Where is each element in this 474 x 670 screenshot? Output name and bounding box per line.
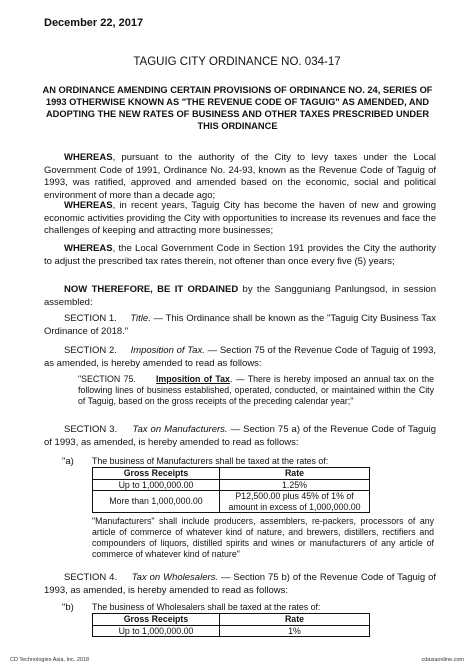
footer-website: cdasiaonline.com <box>421 657 464 663</box>
table-cell: Up to 1,000,000.00 <box>93 625 220 637</box>
section-number: SECTION 4. <box>64 572 118 583</box>
table-row <box>93 491 370 513</box>
whereas-lead: WHEREAS <box>64 200 113 211</box>
section-number: SECTION 1. <box>64 313 117 324</box>
table-header: Rate <box>220 614 370 626</box>
table-row <box>93 625 370 637</box>
section-4 <box>44 572 436 597</box>
item-a-label: "a) <box>62 456 74 467</box>
section-number: SECTION 2. <box>64 345 117 356</box>
wholesalers-tax-table <box>92 613 370 637</box>
table-header: Gross Receipts <box>93 468 220 480</box>
item-b-text: The business of Wholesalers shall be taxed at the rates of: <box>92 602 321 612</box>
ordinance-heading: AN ORDINANCE AMENDING CERTAIN PROVISIONS OF ORDINANCE NO. 24, SERIES OF 1993 OTHERWISE KNOWN AS "THE REVENUE CODE OF TAGUIG" AS AMENDED, AND ADOPTING THE NEW RATES OF BUSINESS AND OTHER TAXES PRESCRIBED UNDER THIS ORDINANCE <box>42 85 433 131</box>
table-cell: Up to 1,000,000.00 <box>93 479 220 491</box>
table-cell: 1.25% <box>220 479 370 491</box>
table-row <box>93 479 370 491</box>
item-a-text: The business of Manufacturers shall be taxed at the rates of: <box>92 456 329 466</box>
section-2 <box>44 345 436 370</box>
section-text: — Section 75 a) of the Revenue Code of Taguig of 1993, as amended, is hereby amended to read as follows: <box>44 424 436 448</box>
table-header: Rate <box>220 468 370 480</box>
section-text: — Section 75 of the Revenue Code of Taguig of 1993, as amended, is hereby amended to read as follows: <box>44 345 436 369</box>
whereas-text: , in recent years, Taguig City has become the haven of new and growing economic activities providing the City with opportunities to increase its revenues and face the challenges of keeping and attracting more businesses; <box>44 200 436 236</box>
whereas-lead: WHEREAS <box>64 152 113 163</box>
table-header-row <box>93 614 370 626</box>
section-number: SECTION 3. <box>64 424 118 435</box>
table-cell: 1% <box>220 625 370 637</box>
item-b-label: "b) <box>62 602 74 613</box>
ordained-text: by the Sangguniang Panlungsod, in session assembled: <box>44 284 436 308</box>
whereas-text: , pursuant to the authority of the City to levy taxes under the Local Government Code of 1991, Ordinance No. 24-93, known as the Revenue Code of Taguig of 1993, was ratified, approved and amended based on the economic, social and political environment of more than a decade ago; <box>44 152 436 201</box>
section-title: Tax on Manufacturers. <box>132 424 228 435</box>
section-title: Tax on Wholesalers. <box>131 572 219 583</box>
ordained-lead: NOW THEREFORE, BE IT ORDAINED <box>64 284 239 295</box>
footer-publisher: CD Technologies Asia, Inc. 2018 <box>10 657 90 663</box>
table-header: Gross Receipts <box>93 614 220 626</box>
whereas-paragraph-1 <box>44 152 436 202</box>
table-header-row <box>93 468 370 480</box>
section-title: Title. <box>130 313 151 324</box>
section-75-quote <box>78 374 434 407</box>
section-title: Imposition of Tax <box>155 374 230 384</box>
section-text: — This Ordinance shall be known as the "Taguig City Business Tax Ordinance of 2018." <box>44 313 436 337</box>
whereas-lead: WHEREAS <box>64 243 113 254</box>
section-text: — Section 75 b) of the Revenue Code of Taguig of 1993, as amended, is hereby amended to read as follows: <box>44 572 437 596</box>
table-cell: More than 1,000,000.00 <box>93 491 220 513</box>
manufacturers-definition: "Manufacturers" shall include producers, assemblers, re-packers, processors of any article of commerce of whatever kind of nature, and brewers, distillers, rectifiers and compounders of liquors, distilled spirits and wines or manufacturers of any article of commerce of whatever kind of nature" <box>92 516 434 559</box>
ordinance-title: TAGUIG CITY ORDINANCE NO. 034-17 <box>133 56 341 68</box>
section-number: "SECTION 75. <box>78 374 136 384</box>
table-cell: P12,500.00 plus 45% of 1% of amount in excess of 1,000,000.00 <box>220 491 370 513</box>
manufacturers-tax-table <box>92 467 370 513</box>
whereas-paragraph-2 <box>44 200 436 238</box>
section-3 <box>44 424 436 449</box>
section-1 <box>44 313 436 338</box>
ordained-paragraph <box>44 284 436 309</box>
whereas-text: , the Local Government Code in Section 191 provides the City the authority to adjust the prescribed tax rates therein, not oftener than once every five (5) years; <box>44 243 436 267</box>
section-title: Imposition of Tax. <box>130 345 205 356</box>
document-date: December 22, 2017 <box>44 17 144 29</box>
whereas-paragraph-3 <box>44 243 436 268</box>
section-text: . — There is hereby imposed an annual tax on the following lines of business established, operated, conducted, or maintained within the City of Taguig, based on the gross receipts of the preceding calendar year;" <box>78 374 434 406</box>
